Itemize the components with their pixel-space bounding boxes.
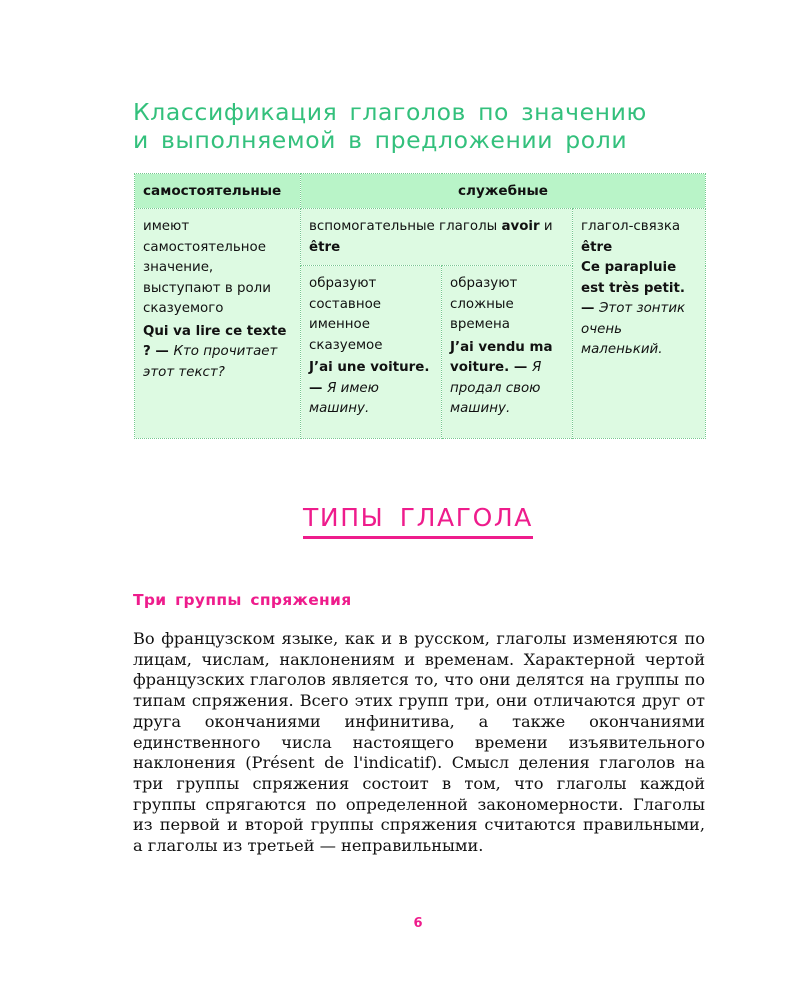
compound-predicate-example-ru: Я имею машину.	[309, 380, 379, 416]
compound-tenses-example-fr-verb: vendu	[478, 339, 525, 355]
independent-example-ru: Кто прочитает этот текст?	[143, 344, 278, 380]
cell-copula	[573, 209, 706, 439]
auxiliary-verb-avoir: avoir	[501, 219, 540, 234]
copula-example	[581, 258, 698, 361]
cell-compound-tenses	[442, 266, 573, 439]
header-auxiliary: служебные	[301, 174, 706, 209]
compound-predicate-description: образуют составное именное сказуемое	[309, 276, 383, 353]
table-row	[135, 209, 706, 266]
copula-example-fr-part-2: très petit. —	[581, 280, 685, 316]
independent-example-fr-verb: va	[173, 323, 191, 339]
table-header-row	[135, 174, 706, 209]
cell-compound-predicate	[301, 266, 442, 439]
cell-auxiliary-verbs	[301, 209, 573, 266]
compound-tenses-example	[450, 338, 565, 420]
compound-predicate-example-fr-part-2: une voiture. —	[309, 360, 430, 396]
compound-tenses-example-fr-part-1: J’ai	[450, 339, 479, 355]
section-title	[0, 503, 800, 539]
body-paragraph: Во французском языке, как и в русском, глаголы изменяются по лицам, числам, наклонениям и временам. Характерной чертой французских глаголов является то, что они делятся на группы по типам спряжения. Всего этих групп три, они отличаются друг от друга окончаниями инфинитива, а также окончаниями единственного числа настоящего времени изъявительного наклонения (Présent de l'indicatif). Смысл деления глаголов на три группы спряжения состоит в том, что глаголы каждой группы спрягаются по определенной закономерности. Глаголы из первой и второй группы спряжения считаются правильными, а глаголы из третьей — неправильными.	[133, 629, 705, 856]
independent-example-fr-part-1: Qui	[143, 323, 174, 339]
compound-predicate-example-fr-verb: ai	[319, 360, 333, 375]
compound-predicate-example	[309, 358, 434, 420]
subheading: Три группы спряжения	[133, 591, 352, 609]
compound-tenses-description: образуют сложные времена	[450, 276, 518, 332]
cell-independent	[135, 209, 301, 439]
copula-example-fr-part-1: Ce parapluie	[581, 260, 677, 275]
compound-tenses-example-fr-part-2: ma voiture. —	[450, 339, 553, 375]
compound-predicate-example-fr-part-1: J’	[309, 360, 320, 375]
copula-description: глагол-связка	[581, 219, 681, 234]
auxiliary-text-1: вспомогательные глаголы	[309, 219, 502, 234]
section-title-text: ТИПЫ ГЛАГОЛА	[303, 503, 533, 539]
verb-classification-table	[134, 173, 706, 439]
classification-title-line-1: Классификация глаголов по значению	[133, 98, 647, 126]
independent-description: имеют самостоятельное значение, выступают в роли сказуемого	[143, 219, 271, 316]
copula-verb-etre: être	[581, 239, 613, 255]
page-number: 6	[413, 916, 423, 931]
classification-title	[133, 98, 693, 154]
copula-example-fr-verb: est	[581, 280, 605, 296]
copula-verb	[581, 238, 698, 259]
copula-example-ru: Этот зонтик очень маленький.	[581, 301, 686, 357]
auxiliary-text-2: и	[539, 219, 553, 234]
auxiliary-description	[309, 217, 565, 258]
independent-example	[143, 322, 293, 384]
compound-tenses-example-ru: Я продал свою машину.	[450, 360, 542, 416]
classification-title-line-2: и выполняемой в предложении роли	[133, 126, 628, 154]
auxiliary-verb-etre: être	[309, 239, 341, 255]
independent-example-fr-part-2: lire ce texte ? —	[143, 323, 287, 359]
header-independent: самостоятельные	[135, 174, 301, 209]
